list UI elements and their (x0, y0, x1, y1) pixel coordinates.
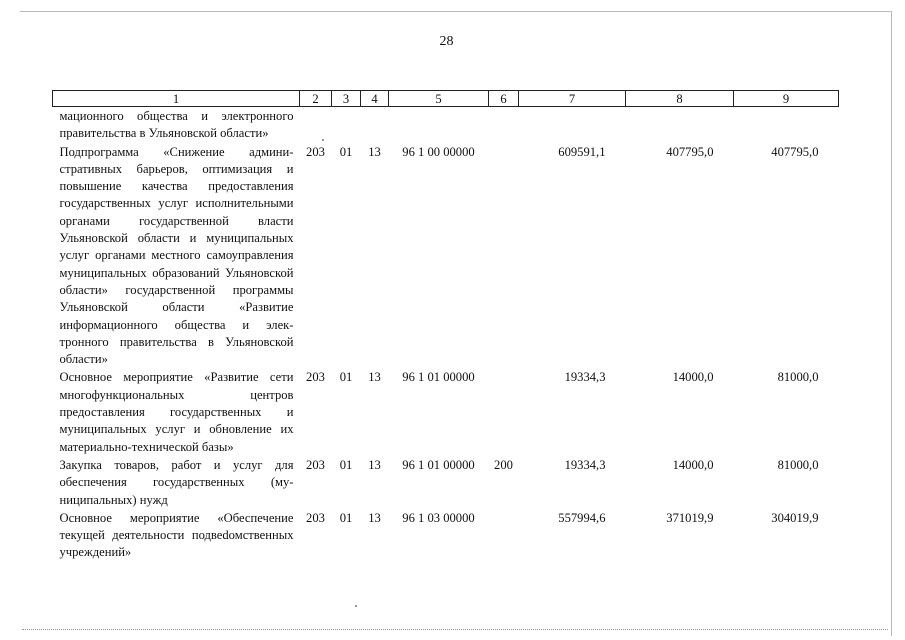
table-row (53, 368, 839, 455)
cell-section (332, 107, 361, 143)
cell-target-article (389, 107, 489, 143)
row-name: Подпрограмма «Снижение административных барьеров, оптимизация и повышение качества предоставления государственных услуг исполнительными органами государственной власти Ульяновской области и муниципальных услуг органами местного самоуправления муниципальных образований Ульяновской области» государственной программы Ульяновской области «Развитие информационного общества и электронного правительства в Ульяновской области» (59, 144, 294, 367)
cell-ministry: 203 (306, 510, 325, 525)
cell-ministry (300, 107, 332, 143)
cell-amount-1: 19334,3 (564, 457, 606, 472)
page-edge-top (20, 11, 892, 12)
cell-amount-2: 407795,0 (666, 144, 714, 159)
header-col-3: 3 (332, 91, 361, 107)
cell-expense-type (489, 368, 519, 455)
scan-edge-bottom (22, 629, 888, 630)
cell-amount-2: 14000,0 (672, 370, 714, 385)
header-col-9: 9 (734, 91, 839, 107)
cell-expense-type: 200 (494, 457, 513, 472)
header-col-5: 5 (389, 91, 489, 107)
cell-amount-3: 81000,0 (777, 370, 819, 385)
scan-dot (355, 605, 357, 607)
cell-ministry: 203 (306, 370, 325, 385)
header-col-8: 8 (626, 91, 734, 107)
page-edge-right (891, 11, 892, 636)
cell-ministry: 203 (306, 144, 325, 159)
header-col-2: 2 (300, 91, 332, 107)
header-col-4: 4 (361, 91, 389, 107)
cell-expense-type (489, 509, 519, 562)
cell-expense-type (489, 143, 519, 369)
cell-section: 01 (339, 510, 353, 525)
cell-amount-3 (734, 107, 839, 143)
cell-amount-3: 304019,9 (771, 510, 819, 525)
cell-amount-3: 407795,0 (771, 144, 819, 159)
cell-amount-1: 19334,3 (564, 370, 606, 385)
cell-amount-2: 371019,9 (666, 510, 714, 525)
cell-section: 01 (339, 457, 353, 472)
table-row (53, 107, 839, 143)
scan-dot (322, 139, 324, 141)
cell-target-article: 96 1 01 00000 (402, 457, 475, 472)
table-row (53, 456, 839, 509)
cell-amount-1 (519, 107, 626, 143)
page-number: 28 (439, 34, 454, 49)
cell-section: 01 (339, 370, 353, 385)
row-name: Основное мероприятие «Развитие сети многофункциональных центров предоставления государственных и муниципальных услуг и обновление их материально-технической базы» (59, 370, 294, 454)
budget-table (52, 90, 839, 562)
row-name: Основное мероприятие «Обеспечение текущей деятельности подвеdомственных учреждений» (59, 510, 294, 560)
cell-amount-2: 14000,0 (672, 457, 714, 472)
cell-ministry: 203 (306, 457, 325, 472)
cell-target-article: 96 1 00 00000 (402, 144, 475, 159)
cell-target-article: 96 1 01 00000 (402, 370, 475, 385)
cell-amount-3: 81000,0 (777, 457, 819, 472)
cell-section: 01 (339, 144, 353, 159)
cell-subsection: 13 (368, 510, 381, 525)
cell-subsection: 13 (368, 457, 381, 472)
cell-target-article: 96 1 03 00000 (402, 510, 475, 525)
cell-amount-1: 609591,1 (558, 144, 606, 159)
cell-amount-1: 557994,6 (558, 510, 606, 525)
cell-subsection: 13 (368, 144, 381, 159)
cell-amount-2 (626, 107, 734, 143)
table-row (53, 509, 839, 562)
header-col-6: 6 (489, 91, 519, 107)
row-name: мационного общества и электронного правительства в Ульяновской области» (59, 109, 294, 141)
header-col-7: 7 (519, 91, 626, 107)
row-name: Закупка товаров, работ и услуг для обеспечения государственных (муниципальных) нужд (59, 457, 294, 507)
table-row (53, 143, 839, 369)
cell-expense-type (489, 107, 519, 143)
header-row (53, 91, 839, 107)
header-col-1: 1 (53, 91, 300, 107)
cell-subsection: 13 (368, 370, 381, 385)
cell-subsection (361, 107, 389, 143)
